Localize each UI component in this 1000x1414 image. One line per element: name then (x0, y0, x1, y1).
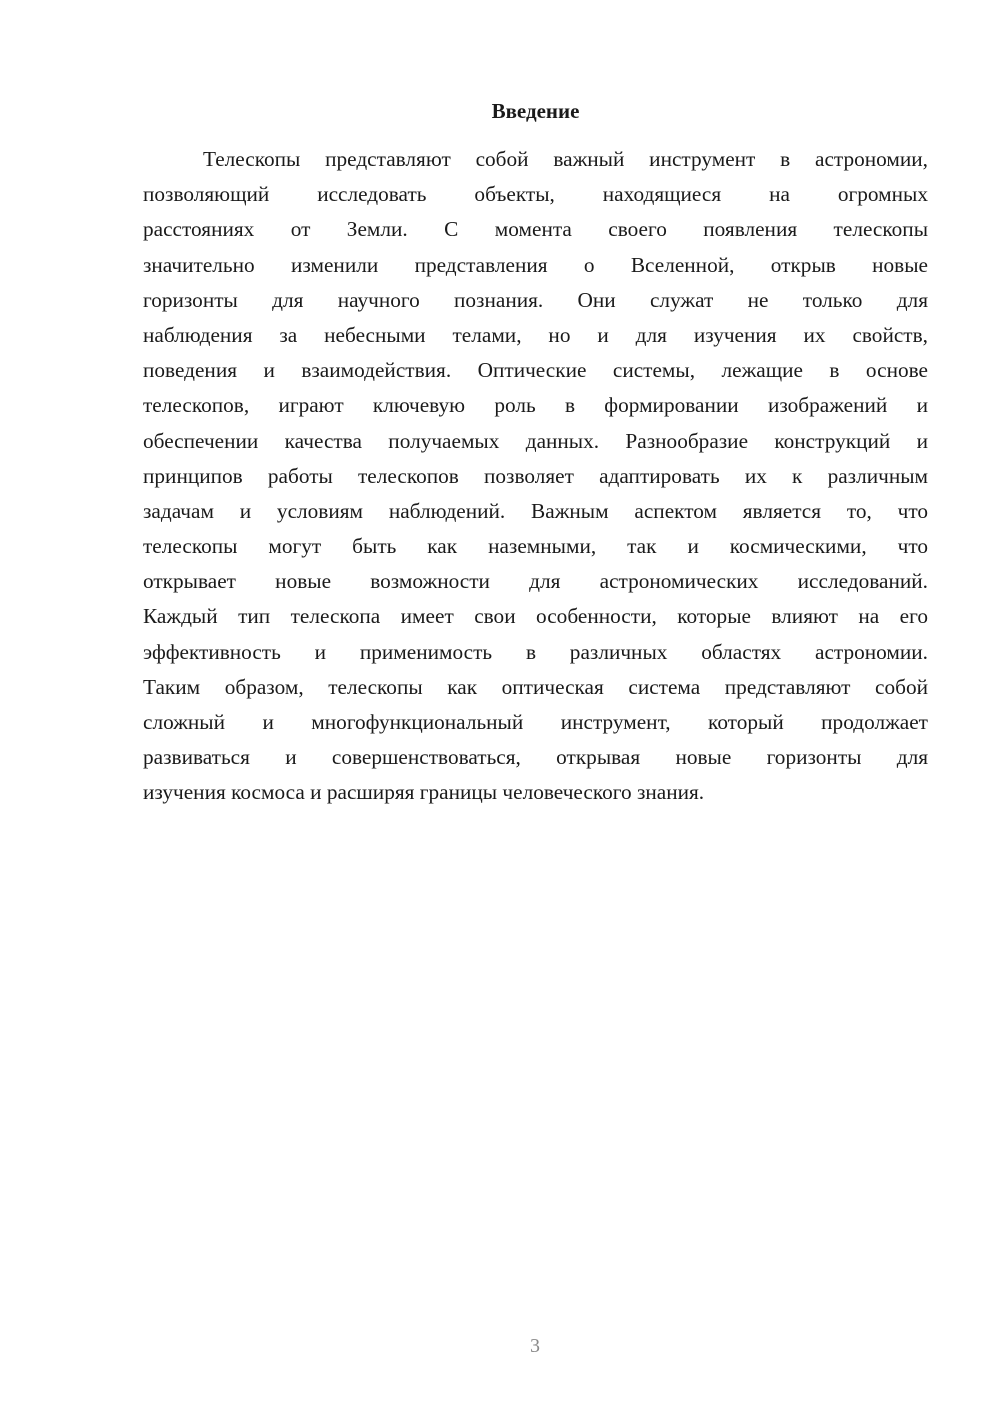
intro-paragraph (143, 142, 928, 811)
paragraph-line: наблюдения за небесными телами, но и для изучения их свойств, (143, 322, 928, 347)
paragraph-line: телескопов, играют ключевую роль в формировании изображений и (143, 393, 928, 418)
paragraph-line: горизонты для научного познания. Они служат не только для (143, 287, 928, 312)
paragraph-line: телескопы могут быть как наземными, так и космическими, что (143, 534, 928, 559)
paragraph-line: значительно изменили представления о Вселенной, открыв новые (143, 252, 928, 277)
paragraph-line: поведения и взаимодействия. Оптические системы, лежащие в основе (143, 358, 928, 383)
paragraph-line: сложный и многофункциональный инструмент, который продолжает (143, 710, 928, 734)
section-heading: Введение (491, 99, 580, 123)
paragraph-line: Таким образом, телескопы как оптическая система представляют собой (143, 674, 928, 699)
paragraph-line: Каждый тип телескопа имеет свои особенности, которые влияют на его (143, 604, 928, 629)
paragraph-line: эффективность и применимость в различных областях астрономии. (143, 639, 928, 664)
paragraph-line: принципов работы телескопов позволяет адаптировать их к различным (143, 463, 928, 488)
page-number: 3 (530, 1335, 540, 1357)
paragraph-line: изучения космоса и расширяя границы человеческого знания. (143, 780, 705, 805)
paragraph-line: расстояниях от Земли. С момента своего появления телескопы (143, 217, 928, 242)
paragraph-line: Телескопы представляют собой важный инструмент в астрономии, (203, 147, 928, 171)
paragraph-line: обеспечении качества получаемых данных. Разнообразие конструкций и (143, 428, 928, 453)
paragraph-line: позволяющий исследовать объекты, находящиеся на огромных (143, 182, 928, 207)
paragraph-line: открывает новые возможности для астрономических исследований. (143, 569, 928, 594)
paragraph-line: задачам и условиям наблюдений. Важным аспектом является то, что (143, 498, 928, 523)
paragraph-line: развиваться и совершенствоваться, открывая новые горизонты для (143, 745, 928, 770)
